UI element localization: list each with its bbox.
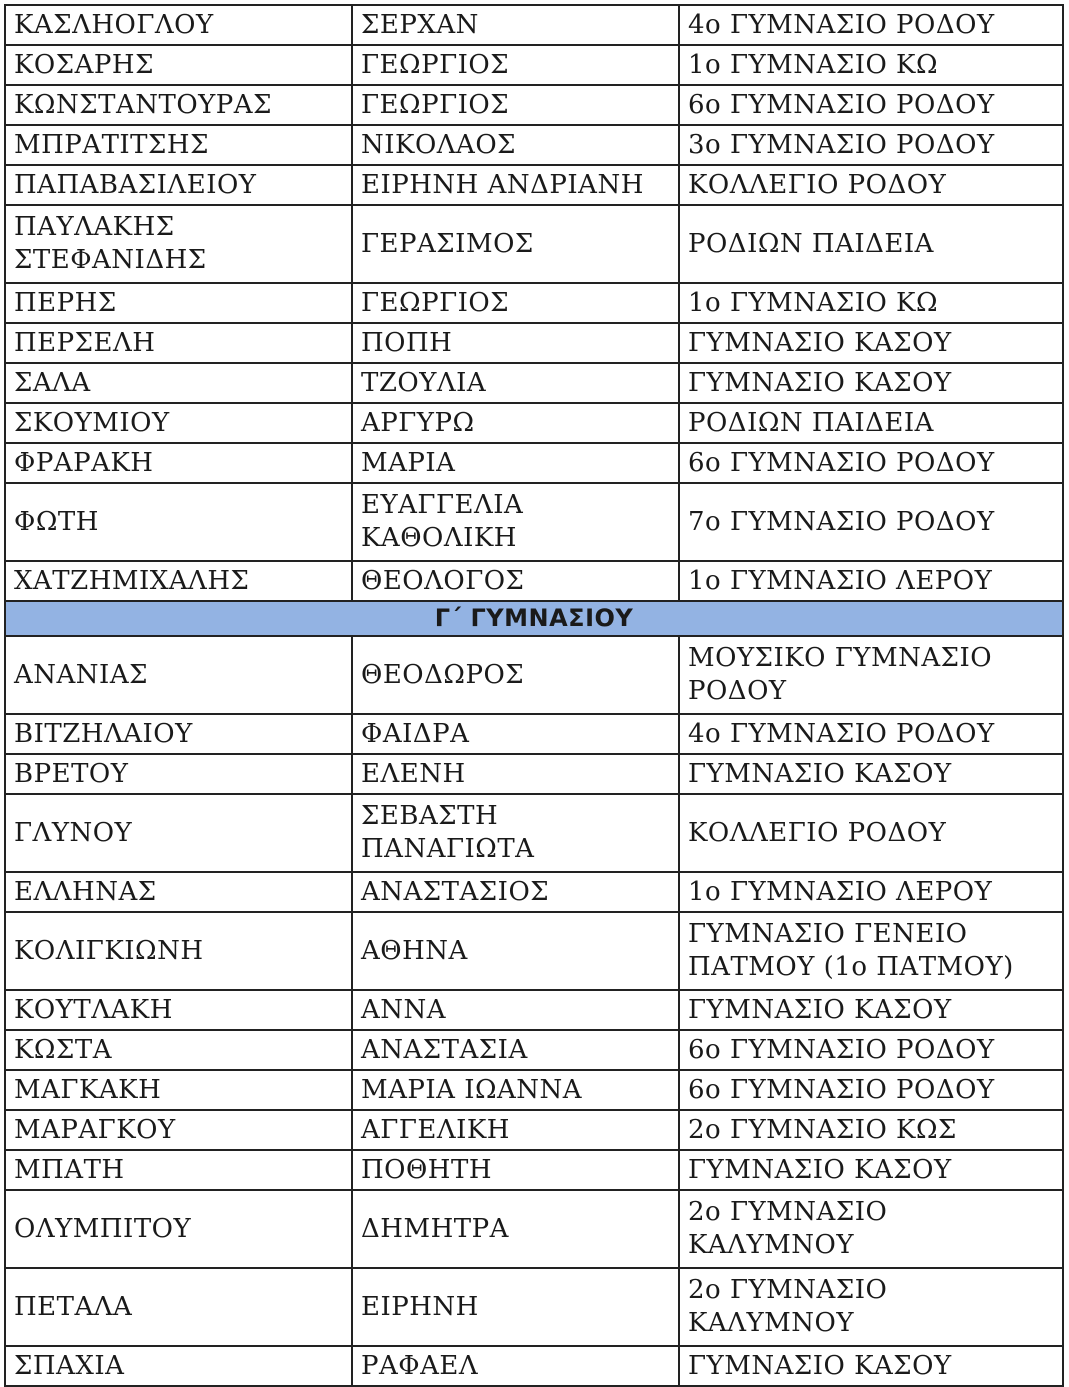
- surname-cell: ΠΕΡΗΣ: [5, 283, 352, 323]
- first-name-cell: ΕΙΡΗΝΗ: [352, 1268, 679, 1346]
- first-name-cell: ΑΡΓΥΡΩ: [352, 403, 679, 443]
- first-name-cell: ΠΟΘΗΤΗ: [352, 1150, 679, 1190]
- first-name-cell: ΡΑΦΑΕΛ: [352, 1346, 679, 1386]
- table-row: [5, 912, 1063, 990]
- school-cell: 6ο ΓΥΜΝΑΣΙΟ ΡΟΔΟΥ: [679, 85, 1063, 125]
- first-name-cell: ΤΖΟΥΛΙΑ: [352, 363, 679, 403]
- first-name-cell: ΝΙΚΟΛΑΟΣ: [352, 125, 679, 165]
- school-cell: ΓΥΜΝΑΣΙΟ ΓΕΝΕΙΟ ΠΑΤΜΟΥ (1ο ΠΑΤΜΟΥ): [679, 912, 1063, 990]
- surname-cell: ΦΩΤΗ: [5, 483, 352, 561]
- surname-cell: ΓΛΥΝΟΥ: [5, 794, 352, 872]
- first-name-cell: ΣΕΡΧΑΝ: [352, 5, 679, 45]
- school-cell: ΓΥΜΝΑΣΙΟ ΚΑΣΟΥ: [679, 990, 1063, 1030]
- school-cell: ΓΥΜΝΑΣΙΟ ΚΑΣΟΥ: [679, 323, 1063, 363]
- school-cell: 4ο ΓΥΜΝΑΣΙΟ ΡΟΔΟΥ: [679, 714, 1063, 754]
- school-cell: 4ο ΓΥΜΝΑΣΙΟ ΡΟΔΟΥ: [679, 5, 1063, 45]
- table-row: [5, 125, 1063, 165]
- school-cell: 6ο ΓΥΜΝΑΣΙΟ ΡΟΔΟΥ: [679, 443, 1063, 483]
- first-name-cell: ΓΕΩΡΓΙΟΣ: [352, 85, 679, 125]
- surname-cell: ΟΛΥΜΠΙΤΟΥ: [5, 1190, 352, 1268]
- surname-cell: ΜΠΡΑΤΙΤΣΗΣ: [5, 125, 352, 165]
- table-row: [5, 205, 1063, 283]
- surname-cell: ΠΑΠΑΒΑΣΙΛΕΙΟΥ: [5, 165, 352, 205]
- first-name-cell: ΜΑΡΙΑ: [352, 443, 679, 483]
- first-name-cell: ΑΝΑΣΤΑΣΙΟΣ: [352, 872, 679, 912]
- table-row: [5, 1110, 1063, 1150]
- first-name-cell: ΦΑΙΔΡΑ: [352, 714, 679, 754]
- section-header-row: [5, 601, 1063, 636]
- first-name-cell: ΓΕΡΑΣΙΜΟΣ: [352, 205, 679, 283]
- roster-sheet: [4, 4, 1062, 1387]
- school-cell: 2ο ΓΥΜΝΑΣΙΟ ΚΑΛΥΜΝΟΥ: [679, 1190, 1063, 1268]
- surname-cell: ΕΛΛΗΝΑΣ: [5, 872, 352, 912]
- roster-body: [5, 5, 1063, 1386]
- school-cell: 1ο ΓΥΜΝΑΣΙΟ ΚΩ: [679, 45, 1063, 85]
- surname-cell: ΣΠΑΧΙΑ: [5, 1346, 352, 1386]
- first-name-cell: ΕΥΑΓΓΕΛΙΑ ΚΑΘΟΛΙΚΗ: [352, 483, 679, 561]
- surname-cell: ΚΩΝΣΤΑΝΤΟΥΡΑΣ: [5, 85, 352, 125]
- first-name-cell: ΓΕΩΡΓΙΟΣ: [352, 45, 679, 85]
- first-name-cell: ΕΙΡΗΝΗ ΑΝΔΡΙΑΝΗ: [352, 165, 679, 205]
- first-name-cell: ΜΑΡΙΑ ΙΩΑΝΝΑ: [352, 1070, 679, 1110]
- table-row: [5, 45, 1063, 85]
- first-name-cell: ΘΕΟΔΩΡΟΣ: [352, 636, 679, 714]
- school-cell: 2ο ΓΥΜΝΑΣΙΟ ΚΑΛΥΜΝΟΥ: [679, 1268, 1063, 1346]
- surname-cell: ΚΟΥΤΛΑΚΗ: [5, 990, 352, 1030]
- first-name-cell: ΑΝΑΣΤΑΣΙΑ: [352, 1030, 679, 1070]
- surname-cell: ΒΡΕΤΟΥ: [5, 754, 352, 794]
- table-row: [5, 1030, 1063, 1070]
- surname-cell: ΒΙΤΖΗΛΑΙΟΥ: [5, 714, 352, 754]
- first-name-cell: ΠΟΠΗ: [352, 323, 679, 363]
- table-row: [5, 403, 1063, 443]
- surname-cell: ΚΩΣΤΑ: [5, 1030, 352, 1070]
- student-roster-table: [4, 4, 1064, 1387]
- table-row: [5, 990, 1063, 1030]
- first-name-cell: ΘΕΟΛΟΓΟΣ: [352, 561, 679, 601]
- school-cell: 1ο ΓΥΜΝΑΣΙΟ ΚΩ: [679, 283, 1063, 323]
- table-row: [5, 283, 1063, 323]
- surname-cell: ΚΟΣΑΡΗΣ: [5, 45, 352, 85]
- first-name-cell: ΣΕΒΑΣΤΗ ΠΑΝΑΓΙΩΤΑ: [352, 794, 679, 872]
- school-cell: ΚΟΛΛΕΓΙΟ ΡΟΔΟΥ: [679, 165, 1063, 205]
- surname-cell: ΜΑΓΚΑΚΗ: [5, 1070, 352, 1110]
- table-row: [5, 5, 1063, 45]
- surname-cell: ΑΝΑΝΙΑΣ: [5, 636, 352, 714]
- surname-cell: ΚΑΣΛΗΟΓΛΟΥ: [5, 5, 352, 45]
- table-row: [5, 872, 1063, 912]
- surname-cell: ΣΚΟΥΜΙΟΥ: [5, 403, 352, 443]
- table-row: [5, 323, 1063, 363]
- first-name-cell: ΑΝΝΑ: [352, 990, 679, 1030]
- table-row: [5, 1070, 1063, 1110]
- first-name-cell: ΑΘΗΝΑ: [352, 912, 679, 990]
- surname-cell: ΠΕΤΑΛΑ: [5, 1268, 352, 1346]
- table-row: [5, 85, 1063, 125]
- school-cell: 7ο ΓΥΜΝΑΣΙΟ ΡΟΔΟΥ: [679, 483, 1063, 561]
- surname-cell: ΣΑΛΑ: [5, 363, 352, 403]
- table-row: [5, 636, 1063, 714]
- first-name-cell: ΑΓΓΕΛΙΚΗ: [352, 1110, 679, 1150]
- table-row: [5, 1346, 1063, 1386]
- school-cell: 1ο ΓΥΜΝΑΣΙΟ ΛΕΡΟΥ: [679, 561, 1063, 601]
- surname-cell: ΦΡΑΡΑΚΗ: [5, 443, 352, 483]
- school-cell: 6ο ΓΥΜΝΑΣΙΟ ΡΟΔΟΥ: [679, 1030, 1063, 1070]
- table-row: [5, 794, 1063, 872]
- section-header: Γ΄ ΓΥΜΝΑΣΙΟΥ: [5, 601, 1063, 636]
- school-cell: 6ο ΓΥΜΝΑΣΙΟ ΡΟΔΟΥ: [679, 1070, 1063, 1110]
- table-row: [5, 483, 1063, 561]
- surname-cell: ΠΑΥΛΑΚΗΣ ΣΤΕΦΑΝΙΔΗΣ: [5, 205, 352, 283]
- table-row: [5, 1150, 1063, 1190]
- school-cell: 3ο ΓΥΜΝΑΣΙΟ ΡΟΔΟΥ: [679, 125, 1063, 165]
- surname-cell: ΠΕΡΣΕΛΗ: [5, 323, 352, 363]
- surname-cell: ΧΑΤΖΗΜΙΧΑΛΗΣ: [5, 561, 352, 601]
- school-cell: ΓΥΜΝΑΣΙΟ ΚΑΣΟΥ: [679, 363, 1063, 403]
- school-cell: ΓΥΜΝΑΣΙΟ ΚΑΣΟΥ: [679, 1346, 1063, 1386]
- school-cell: ΜΟΥΣΙΚΟ ΓΥΜΝΑΣΙΟ ΡΟΔΟΥ: [679, 636, 1063, 714]
- table-row: [5, 754, 1063, 794]
- first-name-cell: ΕΛΕΝΗ: [352, 754, 679, 794]
- school-cell: 1ο ΓΥΜΝΑΣΙΟ ΛΕΡΟΥ: [679, 872, 1063, 912]
- school-cell: ΓΥΜΝΑΣΙΟ ΚΑΣΟΥ: [679, 754, 1063, 794]
- school-cell: ΓΥΜΝΑΣΙΟ ΚΑΣΟΥ: [679, 1150, 1063, 1190]
- school-cell: ΡΟΔΙΩΝ ΠΑΙΔΕΙΑ: [679, 403, 1063, 443]
- table-row: [5, 165, 1063, 205]
- surname-cell: ΚΟΛΙΓΚΙΩΝΗ: [5, 912, 352, 990]
- school-cell: 2ο ΓΥΜΝΑΣΙΟ ΚΩΣ: [679, 1110, 1063, 1150]
- table-row: [5, 363, 1063, 403]
- table-row: [5, 714, 1063, 754]
- school-cell: ΡΟΔΙΩΝ ΠΑΙΔΕΙΑ: [679, 205, 1063, 283]
- surname-cell: ΜΑΡΑΓΚΟΥ: [5, 1110, 352, 1150]
- first-name-cell: ΓΕΩΡΓΙΟΣ: [352, 283, 679, 323]
- surname-cell: ΜΠΑΤΗ: [5, 1150, 352, 1190]
- table-row: [5, 1190, 1063, 1268]
- school-cell: ΚΟΛΛΕΓΙΟ ΡΟΔΟΥ: [679, 794, 1063, 872]
- table-row: [5, 443, 1063, 483]
- table-row: [5, 1268, 1063, 1346]
- table-row: [5, 561, 1063, 601]
- first-name-cell: ΔΗΜΗΤΡΑ: [352, 1190, 679, 1268]
